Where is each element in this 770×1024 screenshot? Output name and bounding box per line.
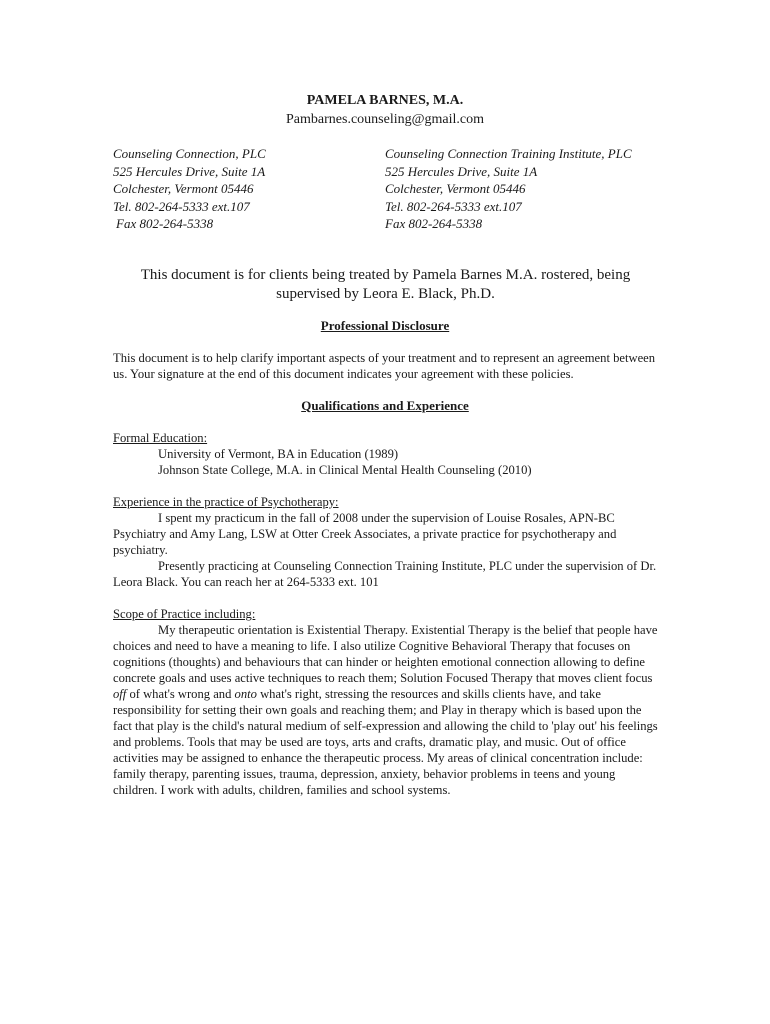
address-block-right <box>385 145 632 233</box>
experience-paragraph: I spent my practicum in the fall of 2008 under the supervision of Louise Rosales, APN-BC Psychiatry and Amy Lang, LSW at Otter Creek Associates, a private practice for psychotherapy and psychiatry. <box>113 511 617 557</box>
address-org: Counseling Connection, PLC <box>113 146 266 161</box>
education-heading: Formal Education: <box>113 431 208 445</box>
scope-paragraph <box>113 622 658 798</box>
disclosure-text: This document is to help clarify important aspects of your treatment and to represent an agreement between us. Your signature at the end of this document indicates your agreement with these policies. <box>113 351 656 381</box>
address-street: 525 Hercules Drive, Suite 1A <box>385 163 538 179</box>
address-fax: Fax 802-264-5338 <box>385 216 483 231</box>
address-city: Colchester, Vermont 05446 <box>385 181 526 196</box>
counselor-name: PAMELA BARNES, M.A. <box>306 93 464 108</box>
address-org: Counseling Connection Training Institute, PLC <box>385 146 632 161</box>
disclosure-body <box>113 350 658 382</box>
address-tel: Tel. 802-264-5333 ext.107 <box>385 198 522 214</box>
counselor-email: Pambarnes.counseling@gmail.com <box>286 112 484 127</box>
scope-text: of what's wrong and <box>126 687 235 701</box>
supervision-notice: This document is for clients being treated by Pamela Barnes M.A. rostered, being supervised by Leora E. Black, Ph.D. <box>140 267 631 302</box>
experience-heading: Experience in the practice of Psychotherapy: <box>113 495 339 509</box>
education-item: University of Vermont, BA in Education (1989) <box>158 447 399 461</box>
qualifications-title: Qualifications and Experience <box>301 398 469 413</box>
address-block-left <box>113 145 266 233</box>
scope-text: what's right, stressing the resources and skills clients have, and take responsibility for setting their own goals and reaching them; and Play in therapy which is based upon the fact that play is the child's natural medium of self-expression and allowing the child to 'play out' his feelings and problems. Tools that may be used are toys, arts and crafts, dramatic play, and music. Out of office activities may be assigned to enhance the therapeutic process. My areas of clinical concentration include: family therapy, parenting issues, trauma, depression, anxiety, behavior problems in teens and young children. I work with adults, children, families and school systems. <box>113 687 658 797</box>
experience-section <box>113 494 658 590</box>
address-street: 525 Hercules Drive, Suite 1A <box>113 163 266 179</box>
address-city: Colchester, Vermont 05446 <box>113 181 254 196</box>
scope-emphasis: off <box>113 687 127 701</box>
scope-heading: Scope of Practice including: <box>113 607 256 621</box>
scope-section <box>113 606 658 798</box>
scope-emphasis: onto <box>234 687 257 701</box>
education-section <box>113 430 658 478</box>
scope-text: My therapeutic orientation is Existential Therapy. Existential Therapy is the belief that people have choices and need to have a meaning to life. I also utilize Cognitive Behavioral Therapy that focuses on cognitions (thoughts) and behaviours that can hinder or heighten emotional connection allowing to define concrete goals and uses active techniques to reach them; Solution Focused Therapy that moves client focus <box>113 623 658 685</box>
education-item: Johnson State College, M.A. in Clinical Mental Health Counseling (2010) <box>158 463 532 477</box>
disclosure-title: Professional Disclosure <box>320 318 450 333</box>
address-tel: Tel. 802-264-5333 ext.107 <box>113 198 250 214</box>
address-fax: Fax 802-264-5338 <box>116 216 214 231</box>
experience-paragraph: Presently practicing at Counseling Connection Training Institute, PLC under the supervision of Dr. Leora Black. You can reach her at 264-5333 ext. 101 <box>113 559 657 589</box>
